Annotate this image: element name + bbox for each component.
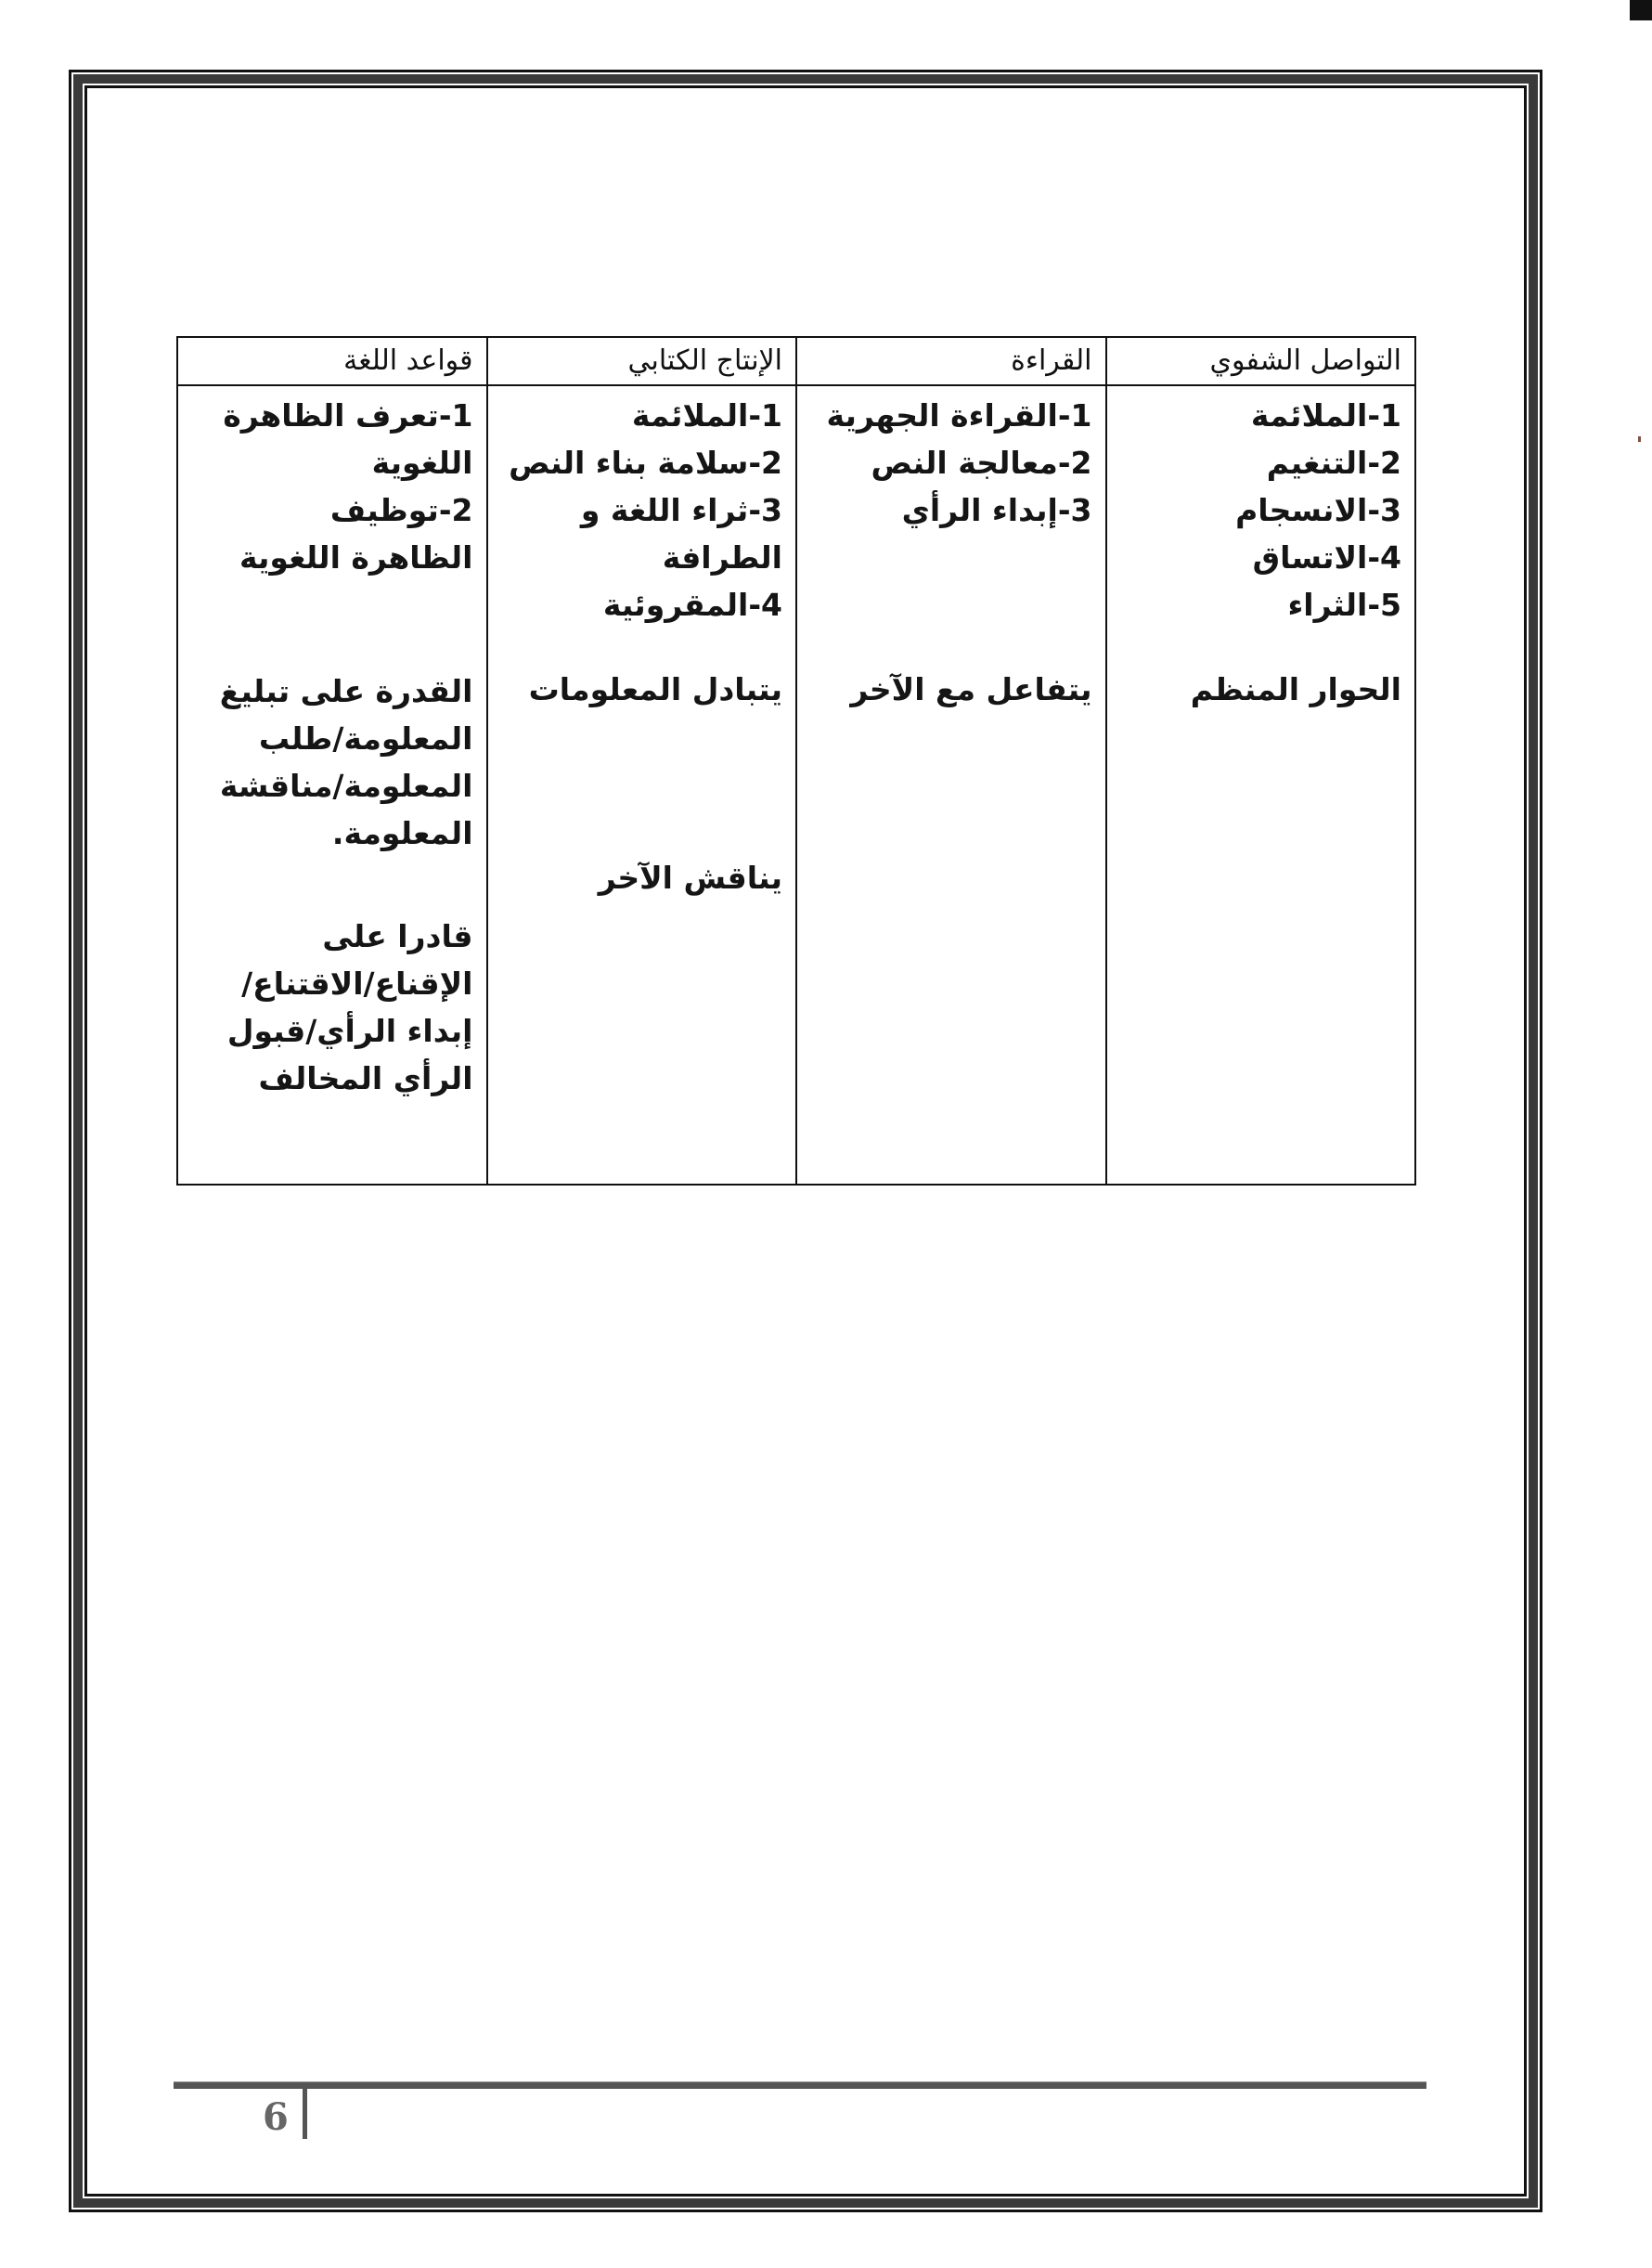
- criterion: 1-القراءة الجهرية: [826, 397, 1092, 434]
- criterion: 3-إبداء الرأي: [901, 492, 1092, 528]
- criterion: 4-المقروئية: [602, 587, 782, 623]
- criterion: 2-معالجة النص: [871, 445, 1092, 481]
- criteria-list: [186, 386, 473, 581]
- header-grammar: قواعد اللغة: [177, 337, 487, 385]
- page-number: 6: [263, 2095, 289, 2139]
- criterion: 2-سلامة بناء النص: [509, 445, 782, 481]
- cell-written-production: [487, 385, 797, 1185]
- competency: يتفاعل مع الآخر: [850, 671, 1092, 707]
- cell-grammar: [177, 385, 487, 1185]
- criterion: 3-الانسجام: [1235, 492, 1401, 528]
- page-number-bar: [303, 2088, 307, 2139]
- criteria-list: [1115, 386, 1402, 629]
- header-written-production: الإنتاج الكتابي: [487, 337, 797, 385]
- competencies-table: [176, 336, 1416, 1186]
- competency: يناقش الآخر: [598, 860, 782, 896]
- cell-oral-communication: [1106, 385, 1416, 1185]
- competency: الحوار المنظم: [1190, 671, 1401, 707]
- criterion: 1-تعرف الظاهرة اللغوية: [223, 397, 473, 481]
- competency: القدرة على تبليغ المعلومة/طلب المعلومة/مناقشة المعلومة.: [219, 673, 473, 851]
- criteria-list: [805, 386, 1092, 534]
- table-header-row: [177, 337, 1415, 385]
- competency: يتبادل المعلومات: [528, 671, 782, 707]
- header-reading: القراءة: [796, 337, 1106, 385]
- criteria-list: [496, 386, 783, 629]
- criterion: 3-ثراء اللغة و الطرافة: [580, 492, 782, 576]
- criterion: 2-توظيف الظاهرة اللغوية: [239, 492, 473, 576]
- criterion: 1-الملائمة: [1250, 397, 1401, 434]
- criterion: 1-الملائمة: [631, 397, 782, 434]
- table-row: [177, 385, 1415, 1185]
- cell-reading: [796, 385, 1106, 1185]
- criterion: 5-الثراء: [1287, 587, 1401, 623]
- header-oral-communication: التواصل الشفوي: [1106, 337, 1416, 385]
- footer-rule: [174, 2081, 1426, 2089]
- scan-artifact-dot: [1638, 436, 1641, 442]
- scan-artifact: [1630, 0, 1652, 20]
- criterion: 4-الاتساق: [1252, 539, 1401, 576]
- competency: قادرا على الإقناع/الاقتناع/إبداء الرأي/قبول الرأي المخالف: [226, 918, 473, 1096]
- criterion: 2-التنغيم: [1266, 445, 1401, 481]
